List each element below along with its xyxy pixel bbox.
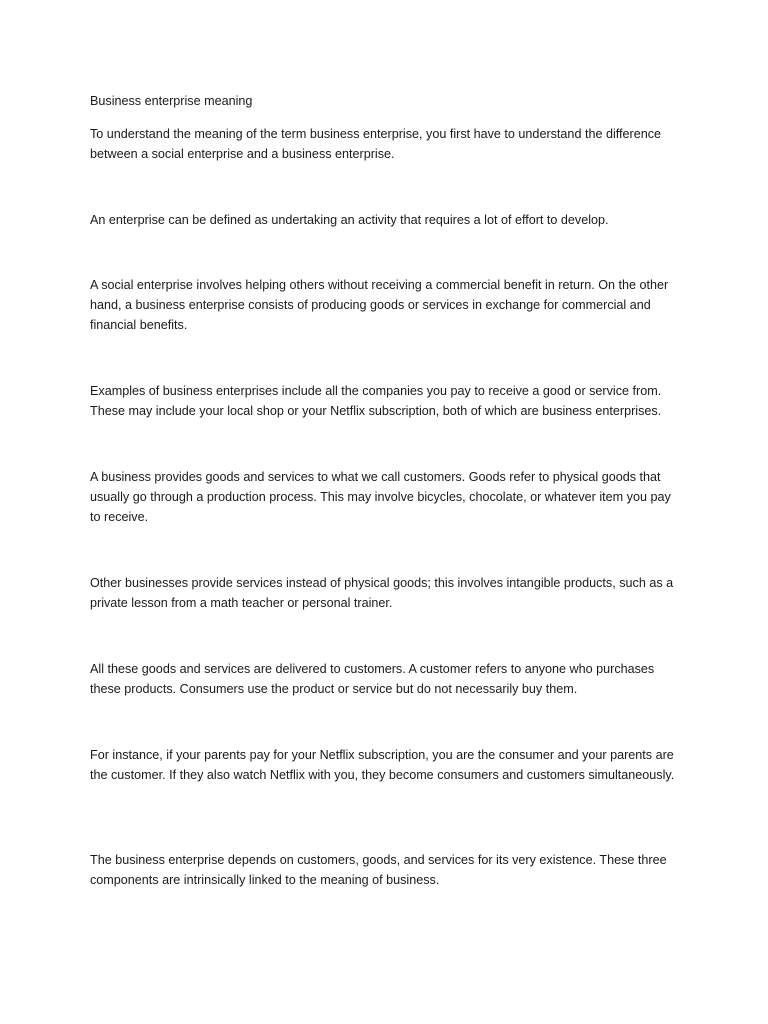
paragraph: Other businesses provide services instead of physical goods; this involves intangible products, such as a private lesson from a math teacher or personal trainer. [90, 576, 674, 610]
paragraph: A business provides goods and services to what we call customers. Goods refer to physical goods that usually go through a production process. This may involve bicycles, chocolate, or whatever item you pay to receive. [90, 470, 671, 524]
paragraph: The business enterprise depends on customers, goods, and services for its very existence. These three components are intrinsically linked to the meaning of business. [90, 853, 667, 887]
paragraph: For instance, if your parents pay for your Netflix subscription, you are the consumer and your parents are the customer. If they also watch Netflix with you, they become consumers and customers simultaneously. [90, 748, 675, 782]
paragraph: Examples of business enterprises include all the companies you pay to receive a good or service from. These may include your local shop or your Netflix subscription, both of which are business enterprises. [90, 384, 662, 418]
paragraph: A social enterprise involves helping others without receiving a commercial benefit in return. On the other hand, a business enterprise consists of producing goods or services in exchange for commercial and financial benefits. [90, 278, 669, 332]
paragraph: All these goods and services are delivered to customers. A customer refers to anyone who purchases these products. Consumers use the product or service but do not necessarily buy them. [90, 662, 655, 696]
paragraph: To understand the meaning of the term business enterprise, you first have to understand the difference between a social enterprise and a business enterprise. [90, 127, 662, 161]
paragraph: An enterprise can be defined as undertaking an activity that requires a lot of effort to develop. [90, 213, 609, 227]
document-title: Business enterprise meaning [90, 94, 253, 108]
